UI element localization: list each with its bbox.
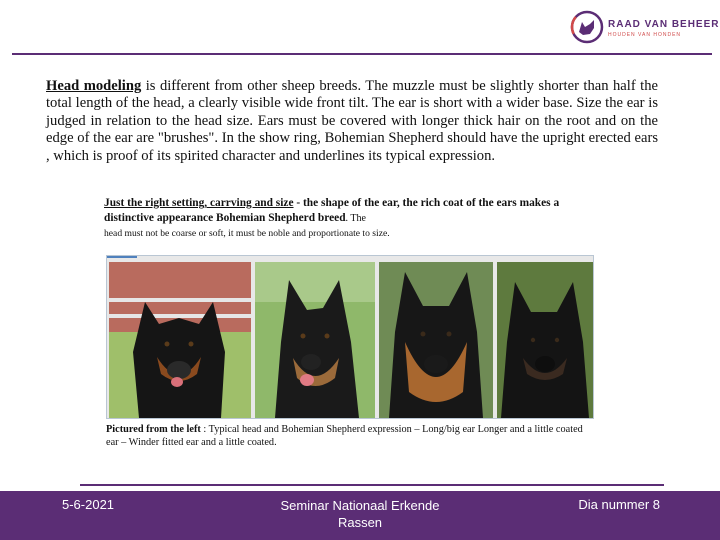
dog-photo-2 — [255, 262, 375, 418]
footer-date: 5-6-2021 — [62, 497, 115, 512]
panel-heading — [104, 196, 574, 226]
panel-heading-plain: . The — [345, 213, 366, 224]
footer-bar — [0, 491, 720, 540]
dog-photo-3 — [379, 262, 493, 418]
header-divider — [12, 53, 712, 55]
panel-heading-underlined: Just the right setting, carrving and size — [104, 197, 294, 209]
footer-page-number: Dia nummer 8 — [578, 497, 660, 512]
dog-logo-icon — [570, 10, 604, 44]
photo-caption — [106, 423, 586, 449]
panel-heading-bold: - the shape of the ear, the rich coat of the ears makes a distinctive appearance Bohemian Shepherd breed — [104, 197, 560, 224]
logo — [570, 8, 720, 48]
footer-title: Seminar Nationaal Erkende Rassen — [280, 498, 440, 530]
footer-divider — [80, 484, 664, 486]
caption-label: Pictured from the left — [106, 424, 201, 435]
dog-photo-1 — [109, 262, 251, 418]
dog-photo-strip — [106, 255, 594, 419]
caption-text: : Typical head and Bohemian Shepherd expression – Long/big ear Longer and a little coated ear – Winder fitted ear and a little coated. — [106, 424, 583, 448]
photo-strip-accent — [107, 256, 137, 258]
intro-paragraph — [46, 78, 658, 165]
panel-subtext: head must not be coarse or soft, it must be noble and proportionate to size. — [104, 228, 390, 239]
logo-tagline: HOUDEN VAN HONDEN — [608, 32, 682, 38]
logo-name: RAAD VAN BEHEER — [608, 19, 720, 30]
intro-lead: Head modeling — [46, 78, 142, 94]
intro-text: is different from other sheep breeds. The muzzle must be slightly shorter than half the total length of the head, a clearly visible wide front tilt. The ear is short with a wider base. Size the ear is judged in relation to the head size. Ears must be covered with longer thick hair on the root and on the edge of the ear are "brushes". In the show ring, Bohemian Shepherd should have the upright erected ears , which is proof of its spirited character and underlines its typical expression. — [46, 78, 658, 164]
dog-photo-4 — [497, 262, 593, 418]
breed-panel — [104, 196, 574, 240]
